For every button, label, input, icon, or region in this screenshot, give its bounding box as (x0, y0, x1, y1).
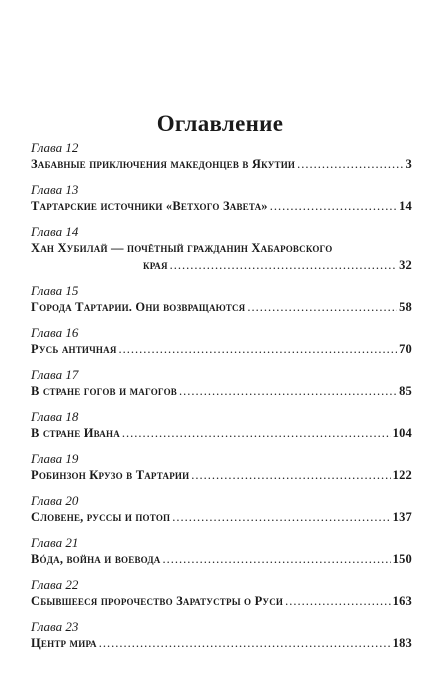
toc-entry-20 (31, 493, 412, 526)
chapter-label: Глава 15 (31, 283, 79, 298)
toc-entry-14 (31, 224, 412, 274)
chapter-label: Глава 20 (31, 493, 79, 508)
toc-entry-22 (31, 577, 412, 610)
dot-leader (122, 425, 391, 442)
page-number: 32 (399, 258, 412, 272)
toc-line (31, 467, 412, 484)
dot-leader (119, 341, 398, 358)
toc-line (31, 383, 412, 400)
dot-leader (247, 299, 397, 316)
chapter-label: Глава 23 (31, 619, 79, 634)
chapter-title: Центр мира (31, 636, 97, 650)
toc-entry-15 (31, 283, 412, 316)
toc-line (31, 509, 412, 526)
chapter-label: Глава 16 (31, 325, 79, 340)
chapter-title: Города Тартарии. Они возвращаются (31, 300, 246, 314)
toc-entry-17 (31, 367, 412, 400)
chapter-title: Сбывшееся пророчество Заратустры о Руси (31, 594, 284, 608)
toc-line (31, 551, 412, 568)
chapter-title: В стране гогов и магогов (31, 384, 177, 398)
toc-entry-16 (31, 325, 412, 358)
dot-leader (297, 156, 403, 173)
toc-line (31, 635, 412, 652)
dot-leader (191, 467, 390, 484)
chapter-title: Русь античная (31, 342, 117, 356)
dot-leader (179, 383, 397, 400)
chapter-label: Глава 12 (31, 140, 79, 155)
chapter-title: Робинзон Крузо в Тартарии (31, 468, 190, 482)
toc-line (31, 198, 412, 215)
page-number: 3 (405, 157, 412, 171)
chapter-title: Вóда, война и воевода (31, 552, 161, 566)
chapter-title-line-2: края (143, 258, 168, 272)
toc-entry-19 (31, 451, 412, 484)
toc-entry-12 (31, 140, 412, 173)
page-title: Оглавление (156, 111, 284, 136)
page-number: 137 (392, 510, 412, 524)
toc-entry-21 (31, 535, 412, 568)
toc-line (31, 425, 412, 442)
chapter-title: Тартарские источники «Ветхого Завета» (31, 199, 268, 213)
chapter-label: Глава 13 (31, 182, 79, 197)
toc-entry-18 (31, 409, 412, 442)
chapter-label: Глава 22 (31, 577, 79, 592)
page-number: 104 (392, 426, 412, 440)
page-number: 163 (392, 594, 412, 608)
page-number: 58 (399, 300, 412, 314)
table-of-contents (31, 140, 412, 652)
dot-leader (270, 198, 397, 215)
chapter-label: Глава 21 (31, 535, 79, 550)
dot-leader (163, 551, 391, 568)
page-number: 70 (399, 342, 412, 356)
chapter-label: Глава 17 (31, 367, 79, 382)
page-number: 183 (392, 636, 412, 650)
dot-leader (99, 635, 391, 652)
toc-line (31, 257, 412, 274)
page-number: 14 (399, 199, 412, 213)
chapter-title: Забавные приключения македонцев в Якутии (31, 157, 296, 171)
page-number: 122 (392, 468, 412, 482)
toc-entry-13 (31, 182, 412, 215)
chapter-title: Словене, руссы и потоп (31, 510, 171, 524)
toc-entry-23 (31, 619, 412, 652)
chapter-label: Глава 19 (31, 451, 79, 466)
toc-line (31, 593, 412, 610)
page-number: 150 (392, 552, 412, 566)
toc-line (31, 299, 412, 316)
page-number: 85 (399, 384, 412, 398)
dot-leader (285, 593, 391, 610)
toc-line (31, 156, 412, 173)
chapter-title: В стране Ивана (31, 426, 120, 440)
chapter-label: Глава 18 (31, 409, 79, 424)
chapter-title-line-1: Хан Хубилай — почётный гражданин Хабаровского (31, 241, 333, 255)
dot-leader (172, 509, 390, 526)
toc-line (31, 341, 412, 358)
chapter-label: Глава 14 (31, 224, 79, 239)
dot-leader (170, 257, 397, 274)
